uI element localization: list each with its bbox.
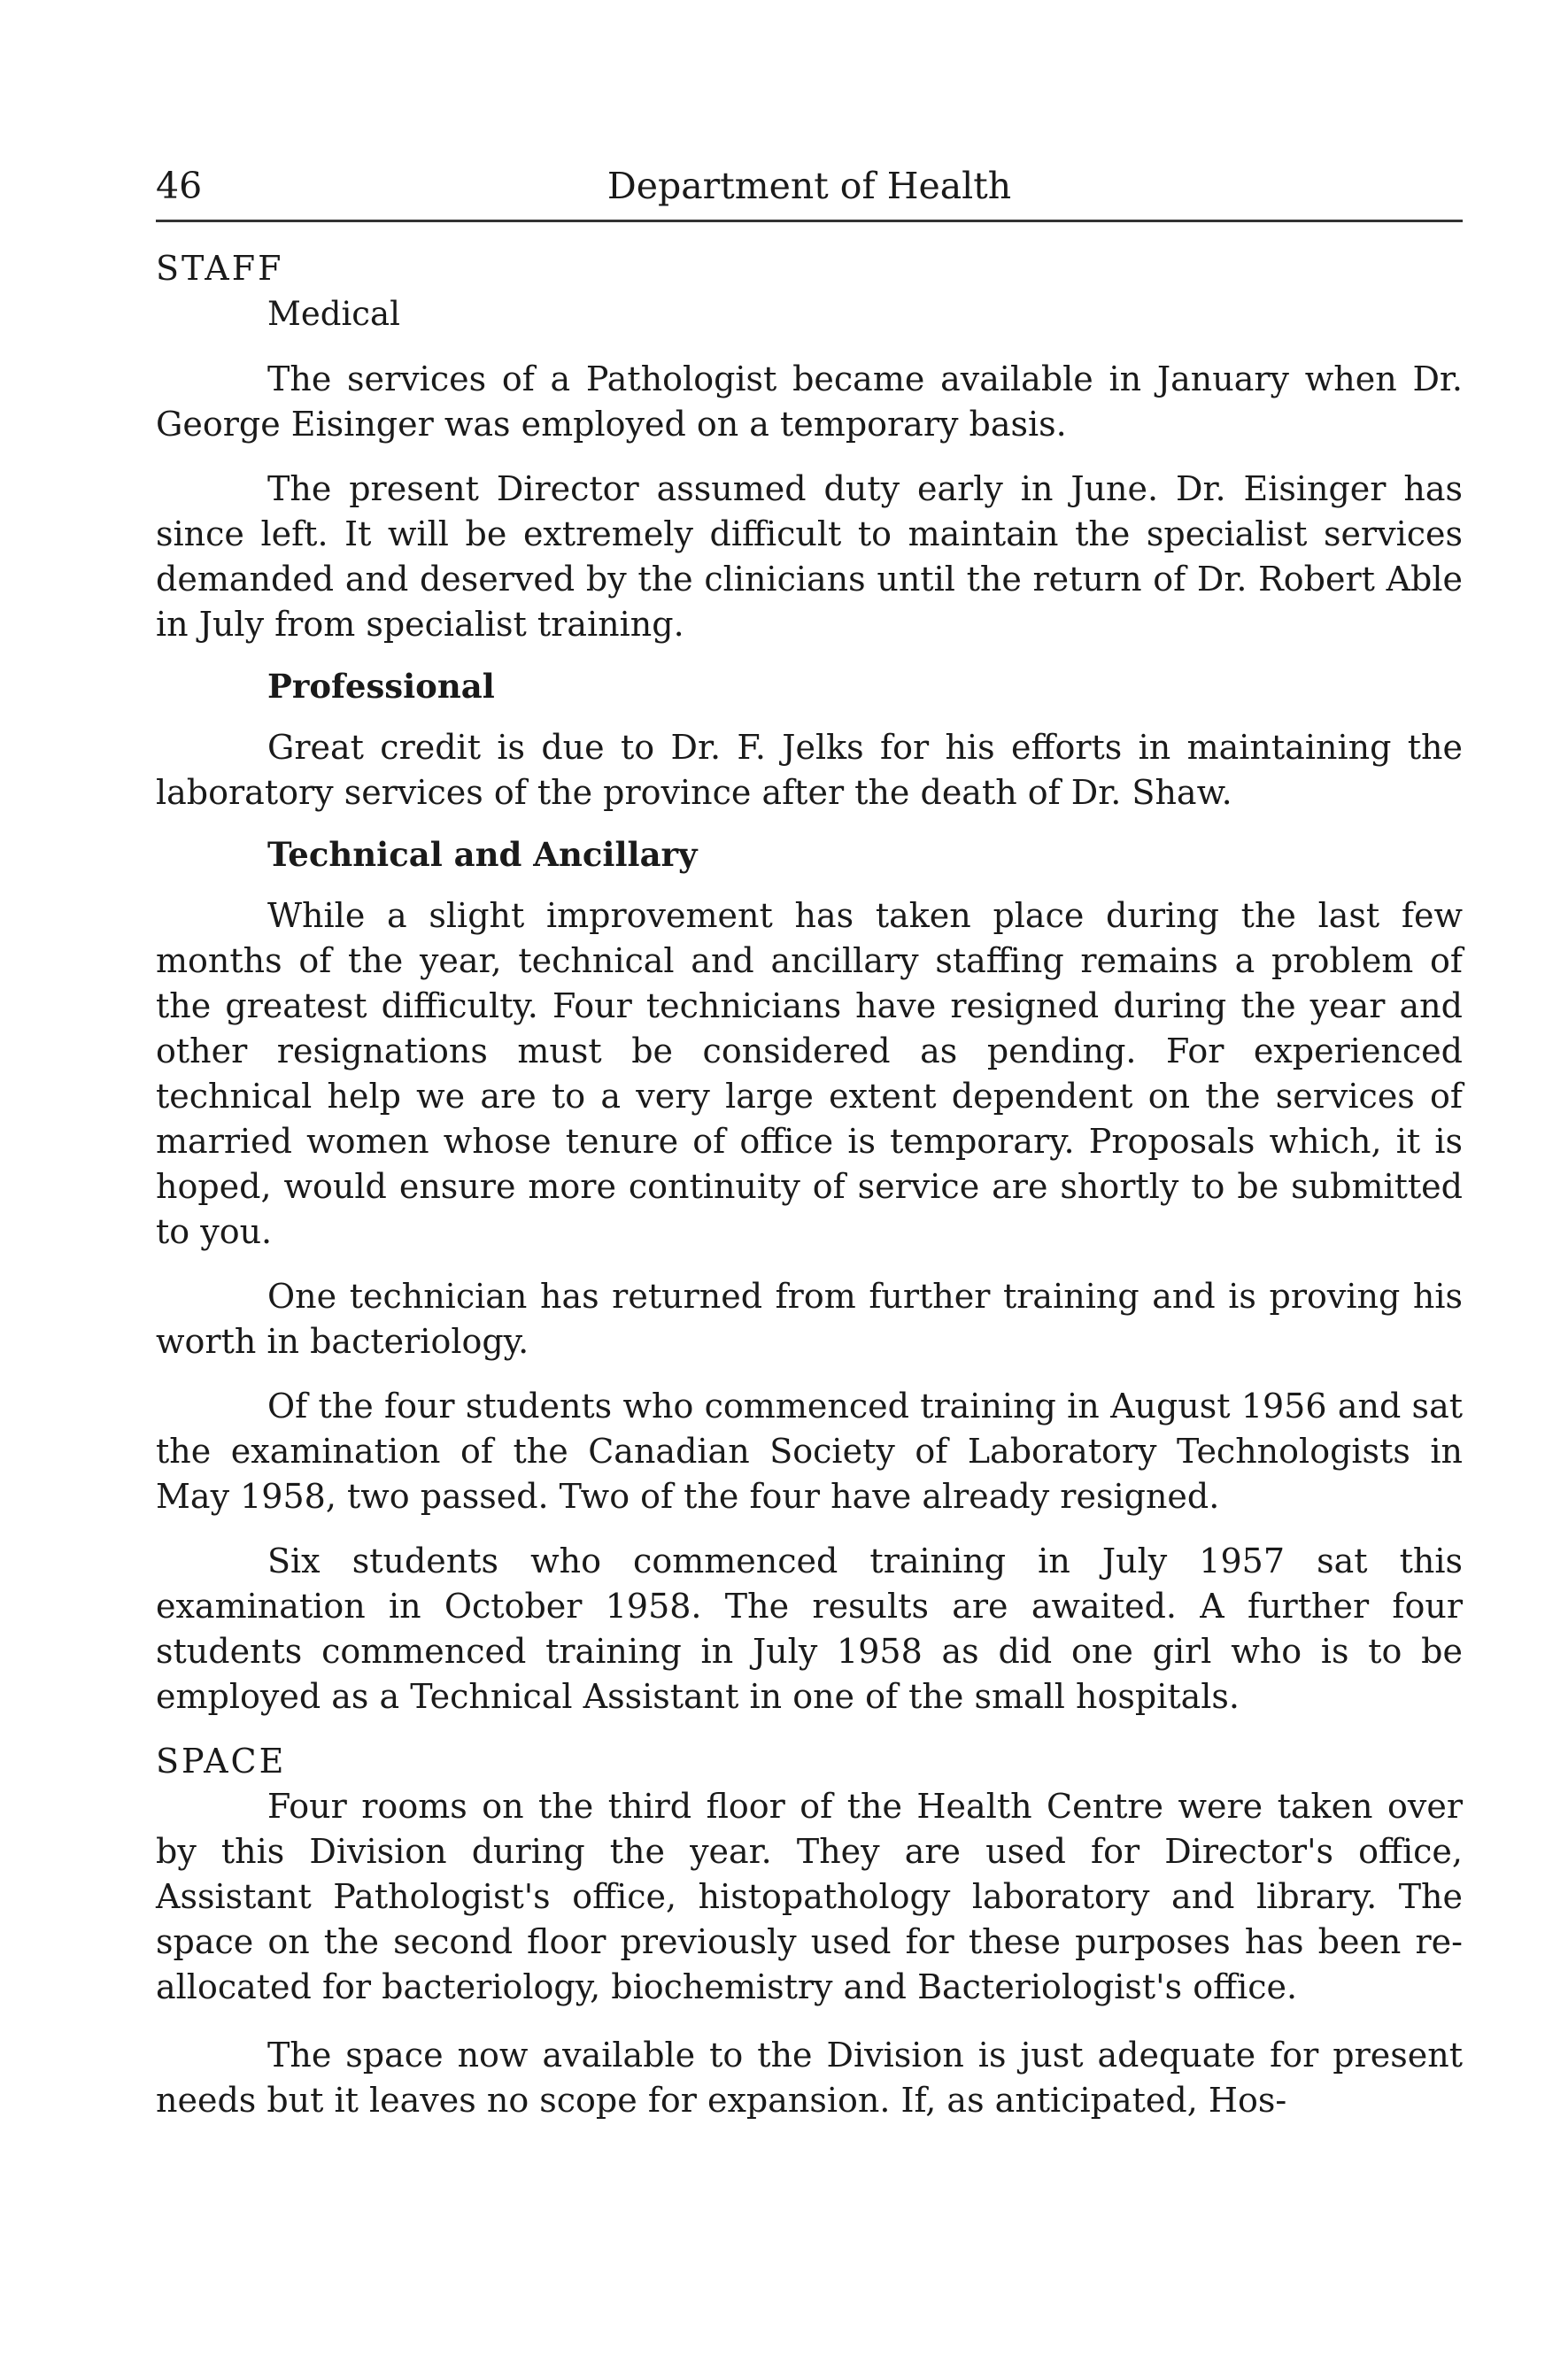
running-title: Department of Health: [606, 165, 1012, 207]
subheading-medical: Medical: [267, 295, 400, 333]
paragraph: Of the four students who commenced training in August 1956 and sat the examination of the Canadian Society of Laboratory Technologists in May 1958, two passed. Two of the four have already resigned.: [156, 1387, 1463, 1516]
page-number: 46: [156, 165, 203, 207]
page-header: [156, 159, 1463, 212]
section-heading-space: SPACE: [156, 1742, 287, 1781]
paragraph: The services of a Pathologist became available in January when Dr. George Eisinger was employed on a temporary basis.: [156, 359, 1463, 444]
paragraph: While a slight improvement has taken place during the last few months of the year, technical and ancillary staffing remains a problem of the greatest difficulty. Four technicians have resigned during the year and other resignations must be considered as pending. For experienced technical help we are to a very large extent dependent on the services of married women whose tenure of office is temporary. Proposals which, it is hoped, would ensure more continuity of service are shortly to be submitted to you.: [156, 896, 1463, 1251]
paragraph: The present Director assumed duty early in June. Dr. Eisinger has since left. It will be extremely difficult to maintain the specialist services demanded and deserved by the clinicians until the return of Dr. Robert Able in July from specialist training.: [156, 469, 1463, 644]
subheading-professional: Professional: [267, 667, 495, 706]
paragraph: Six students who commenced training in July 1957 sat this examination in October 1958. The results are awaited. A further four students commenced training in July 1958 as did one girl who is to be employed as a Technical Assistant in one of the small hospitals.: [156, 1542, 1463, 1716]
paragraph: One technician has returned from further training and is proving his worth in bacteriology.: [156, 1277, 1463, 1361]
paragraph: The space now available to the Division is just adequate for present needs but it leaves no scope for expansion. If, as anticipated, Hos-: [156, 2036, 1463, 2120]
section-heading-staff: STAFF: [156, 249, 284, 288]
header-rule: [156, 220, 1463, 222]
page-body: [156, 246, 1463, 2123]
subheading-technical-ancillary: Technical and Ancillary: [267, 835, 698, 874]
paragraph: Great credit is due to Dr. F. Jelks for his efforts in maintaining the laboratory services of the province after the death of Dr. Shaw.: [156, 728, 1463, 812]
paragraph: Four rooms on the third floor of the Health Centre were taken over by this Division during the year. They are used for Director's office, Assistant Pathologist's office, histopathology laboratory and library. The space on the second floor previously used for these purposes has been re-allocated for bacteriology, biochemistry and Bacteriologist's office.: [156, 1787, 1463, 2006]
